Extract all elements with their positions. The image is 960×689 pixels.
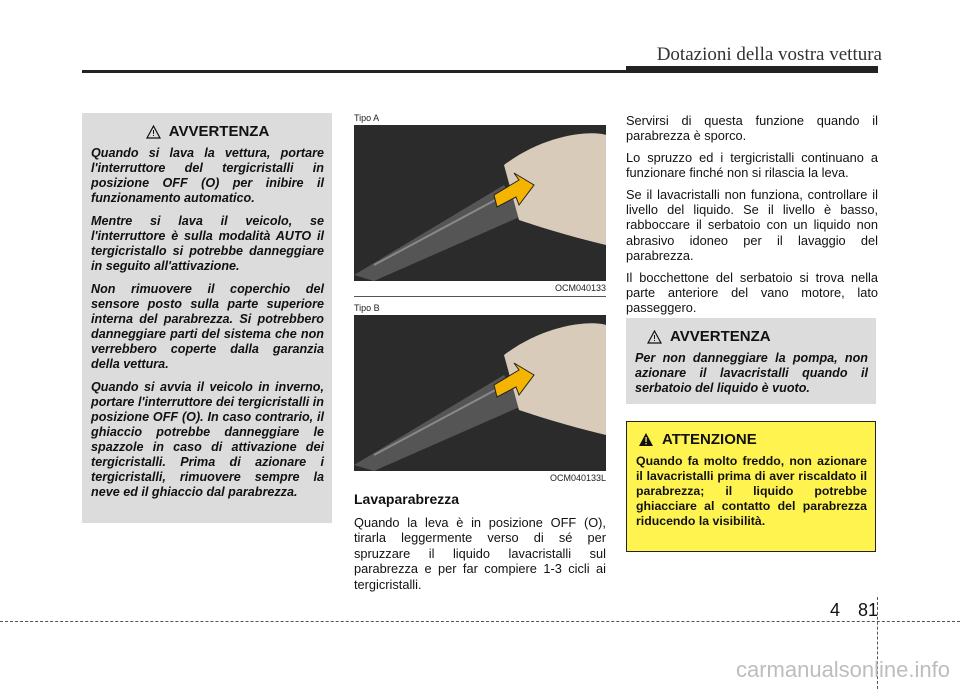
body-paragraph: Se il lavacristalli non funziona, controllare il livello del liquido. Se il livello è basso, rabboccare il serbatoio con un liquido non abrasivo idoneo per il lavaggio del parabrezza.: [626, 186, 878, 264]
attention-title-row: [636, 431, 867, 448]
warning-paragraph: Quando si avvia il veicolo in inverno, portare l'interruttore dei tergicristalli in posizione OFF (O). In caso contrario, il ghiaccio potrebbe danneggiare le spazzole in caso di attivazione dei tergicristalli. Prima di azionare i tergicristalli, rimuovere sempre la neve ed il ghiaccio dal parabrezza.: [91, 380, 324, 499]
body-paragraph: Lo spruzzo ed i tergicristalli continuano a funzionare finché non si rilascia la leva.: [626, 149, 878, 181]
wiper-lever-photo: [354, 125, 606, 281]
section-paragraph: Quando la leva è in posizione OFF (O), tirarla leggermente verso di sé per spruzzare il liquido lavacristalli sul parabrezza e per far compiere 1-3 cicli ai tergicristalli.: [354, 515, 606, 592]
wiper-lever-photo: [354, 315, 606, 471]
warning-title: AVVERTENZA: [670, 328, 771, 345]
warning-title-row: [91, 123, 324, 140]
figure-type-b: [354, 303, 606, 483]
warning-triangle-icon: [146, 125, 161, 139]
wiper-lever-illustration: [354, 125, 606, 281]
middle-column: [354, 113, 606, 598]
figure-code: OCM040133L: [549, 473, 606, 483]
attention-title: ATTENZIONE: [662, 431, 757, 448]
attention-box: [626, 421, 876, 552]
warning-title: AVVERTENZA: [168, 123, 270, 140]
page-header-title: Dotazioni della vostra vettura: [656, 44, 882, 65]
warning-box-right: [626, 318, 876, 404]
section-title: Lavaparabrezza: [354, 491, 460, 507]
figure-type-a: [354, 113, 606, 297]
header-tab: [626, 66, 878, 72]
warning-paragraph: Non rimuovere il coperchio del sensore posto sulla parte superiore interna del parabrezza. Si potrebbero danneggiare parti del sistema che non verrebbero coperte dalla garanzia della vettura.: [91, 282, 324, 371]
body-paragraph: Servirsi di questa funzione quando il parabrezza è sporco.: [626, 113, 878, 144]
warning-triangle-icon: [647, 330, 662, 344]
wiper-lever-illustration: [354, 315, 606, 471]
warning-paragraph: Quando si lava la vettura, portare l'interruttore del tergicristalli in posizione OFF (O) per inibire il funzionamento automatico.: [91, 146, 324, 205]
right-column: [626, 113, 878, 322]
page-number: 81: [857, 600, 878, 620]
figure-code: OCM040133: [554, 283, 606, 293]
chapter-number: 4: [829, 600, 840, 620]
caution-triangle-icon: [638, 432, 654, 447]
warning-box-left: [82, 113, 332, 523]
figure-label: Tipo A: [354, 113, 380, 123]
attention-paragraph: Quando fa molto freddo, non azionare il lavacristalli prima di aver riscaldato il parabrezza; il liquido potrebbe ghiacciare al contatto del parabrezza riducendo la visibilità.: [636, 454, 867, 528]
body-paragraph: Il bocchettone del serbatoio si trova nella parte anteriore del vano motore, lato passeggero.: [626, 269, 878, 316]
footer-rule: [0, 621, 960, 622]
warning-paragraph: Mentre si lava il veicolo, se l'interruttore è sulla modalità AUTO il tergicristallo si potrebbe danneggiare in seguito all'attivazione.: [91, 214, 324, 273]
warning-paragraph: Per non danneggiare la pompa, non azionare il lavacristalli quando il serbatoio del liquido è vuoto.: [635, 351, 868, 395]
figure-rule: [354, 296, 606, 297]
figure-label: Tipo B: [354, 303, 380, 313]
warning-title-row: [635, 328, 868, 345]
watermark: carmanualsonline.info: [735, 657, 950, 682]
